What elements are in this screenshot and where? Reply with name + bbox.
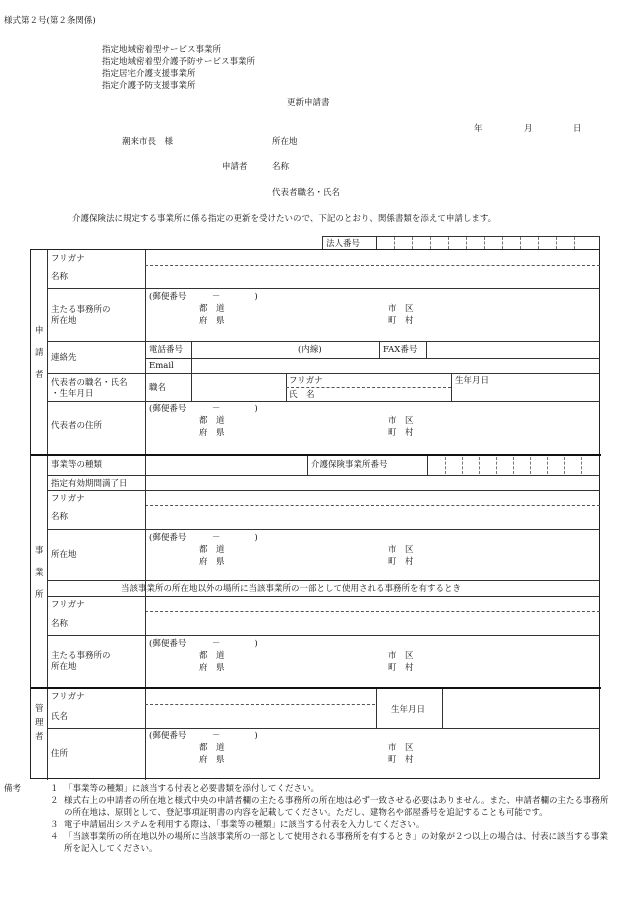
postal-code-label: (郵便番号 － ) [149,533,258,543]
date-month: 月 [524,124,533,134]
prefecture-fu: 府 県 [199,316,225,326]
corporate-number-input[interactable] [377,237,599,249]
fax-input[interactable] [427,342,600,358]
business-type-input[interactable] [146,457,306,474]
manager-name-input[interactable] [146,690,375,728]
city-shi: 市 区 [388,416,414,426]
service-type: 指定地域密着型介護予防サービス事業所 [102,57,256,67]
note-number: ３ [50,820,59,830]
expiry-date-input[interactable] [146,476,600,490]
service-type-list [102,44,255,92]
office-furigana-label: フリガナ [51,494,85,504]
business-type-label: 事業等の種類 [51,460,103,470]
main-office-addr-label-1: 主たる事務所の [51,305,111,315]
prefecture-to: 都 道 [199,416,225,426]
city-cho: 町 村 [388,316,414,326]
rep-address-label: 代表者の住所 [51,421,103,431]
date-day: 日 [573,124,582,134]
prefecture-to: 都 道 [199,304,225,314]
note-text: 「事業等の種類」に該当する付表と必要書類を添付してください。 [64,784,320,794]
city-cho: 町 村 [388,428,414,438]
prefecture-to: 都 道 [199,545,225,555]
phone-input[interactable] [192,342,378,358]
other-office-name-label: 名称 [51,619,69,629]
application-form-table [30,249,600,779]
rep-birth-input[interactable] [452,374,600,401]
section-office: 事 業 所 [35,546,44,600]
applicant-address-label: 所在地 [272,137,298,147]
application-statement: 介護保険法に規定する事業所に係る指定の更新を受けたいので、下記のとおり、関係書類を添えて申請します。 [72,214,497,224]
postal-code-label: (郵便番号 － ) [149,639,258,649]
manager-furigana-label: フリガナ [51,692,85,702]
form-title: 更新申請書 [287,98,330,108]
city-shi: 市 区 [388,304,414,314]
postal-code-label: (郵便番号 － ) [149,731,258,741]
expiry-date-label: 指定有効期間満了日 [51,479,128,489]
extension-label: (内線) [298,345,322,355]
note-number: １ [50,784,59,794]
office-name-label: 名称 [51,512,69,522]
other-office-furigana-label: フリガナ [51,600,85,610]
phone-label: 電話番号 [149,345,184,355]
addressee: 潮来市長 様 [122,137,174,147]
applicant-name-label: 名称 [51,272,69,282]
date-year: 年 [474,124,483,134]
city-cho: 町 村 [388,663,414,673]
applicant-name-input[interactable] [146,250,600,288]
prefecture-to: 都 道 [199,651,225,661]
prefecture-to: 都 道 [199,743,225,753]
office-address-input[interactable] [146,530,600,580]
manager-name-label: 氏名 [51,712,69,722]
insurance-number-label: 介護保険事業所番号 [311,460,388,470]
office-location-label: 所在地 [51,550,77,560]
other-office-heading: 当該事業所の所在地以外の場所に当該事業所の一部として使用される事務所を有するとき [121,584,462,594]
note-number: ２ [50,796,59,806]
rep-address-input[interactable] [146,402,600,454]
main-office-addr-label-2: 所在地 [51,316,77,326]
notes-label: 備考 [4,784,22,794]
prefecture-fu: 府 県 [199,557,225,567]
city-shi: 市 区 [388,651,414,661]
other-office-address-input[interactable] [146,636,600,686]
city-shi: 市 区 [388,545,414,555]
representative-label: 代表者職名・氏名 [272,188,341,198]
other-office-addr-label-1: 主たる事務所の [51,651,111,661]
city-shi: 市 区 [388,743,414,753]
other-office-addr-label-2: 所在地 [51,662,77,672]
section-manager: 管 理 者 [35,704,44,742]
email-input[interactable] [192,359,600,373]
city-cho: 町 村 [388,557,414,567]
section-applicant: 申 請 者 [35,326,44,380]
rep-name-input[interactable] [331,374,451,401]
applicant-name-label: 名称 [272,162,290,172]
city-cho: 町 村 [388,755,414,765]
rep-furigana-label: フリガナ [289,376,323,386]
corporate-number-label: 法人番号 [326,239,361,249]
postal-code-label: (郵便番号 － ) [149,404,258,414]
postal-code-label: (郵便番号 － ) [149,292,258,302]
manager-birth-input[interactable] [443,690,600,728]
notes [4,783,609,855]
service-type: 指定地域密着型サービス事業所 [102,45,222,55]
fax-label: FAX番号 [383,345,418,355]
rep-position-input[interactable] [192,374,285,401]
service-type: 指定介護予防支援事業所 [102,81,196,91]
note-text: 「当該事業所の所在地以外の場所に当該事業所の一部として使用される事務所を有するとき」の対象が２つ以上の場合は、付表に該当する事業所を記入してください。 [64,832,609,854]
manager-birth-label: 生年月日 [391,705,426,715]
office-name-input[interactable] [146,491,600,529]
applicant-furigana-label: フリガナ [51,254,85,264]
rep-position-label: 職名 [149,383,167,393]
manager-address-label: 住所 [51,749,69,759]
rep-title-label-2: ・生年月日 [51,389,94,399]
prefecture-fu: 府 県 [199,755,225,765]
note-number: ４ [50,832,59,842]
applicant-label: 申請者 [222,162,248,172]
manager-address-input[interactable] [146,729,600,779]
email-label: Email [149,361,174,371]
prefecture-fu: 府 県 [199,428,225,438]
form-number: 様式第２号(第２条関係) [4,16,96,26]
contact-label: 連絡先 [51,353,77,363]
main-office-address-input[interactable] [146,289,600,341]
other-office-name-input[interactable] [146,597,600,635]
note-text: 電子申請届出システムを利用する際は、「事業等の種類」に該当する付表を入力してください。 [64,820,425,830]
insurance-number-input[interactable] [428,457,600,474]
rep-title-label-1: 代表者の職名・氏名 [51,378,128,388]
note-text: 様式右上の申請者の所在地と様式中央の申請者欄の主たる事務所の所在地は必ず一致させる必要はありません。また、申請者欄の主たる事務所の所在地は、原則として、登記事項証明書の内容を記載してください。ただし、建物名や部屋番号を追記することも可能です。 [64,796,609,818]
rep-birth-label: 生年月日 [455,376,490,386]
service-type: 指定居宅介護支援事業所 [102,69,196,79]
rep-name-label: 氏 名 [289,390,315,400]
prefecture-fu: 府 県 [199,663,225,673]
